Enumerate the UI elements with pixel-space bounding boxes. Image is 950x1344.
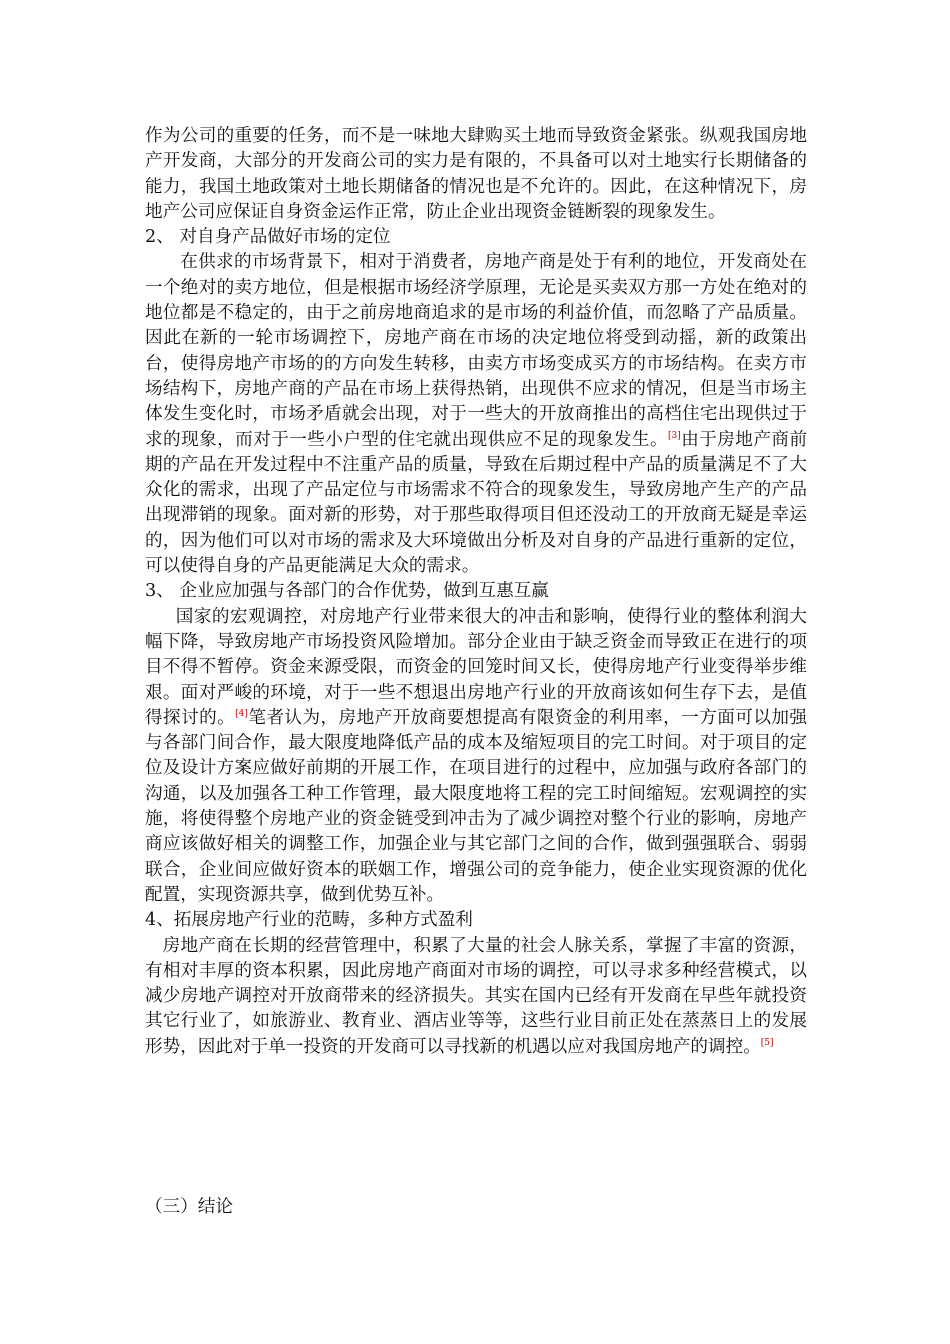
heading-3: 3、 企业应加强与各部门的合作优势，做到互惠互赢 — [145, 581, 549, 602]
paragraph-2 — [145, 250, 807, 579]
paragraph-3 — [145, 605, 807, 909]
paragraph-4-text: 房地产商在长期的经营管理中，积累了大量的社会人脉关系，掌握了丰富的资源，有相对丰厚的资本积累，因此房地产商面对市场的调控，可以寻求多种经营模式，以减少房地产调控对开放商带来的经济损失。其实在国内已经有开发商在早些年就投资其它行业了，如旅游业、教育业、酒店业等等，这些行业目前正处在蒸蒸日上的发展形势，因此对于单一投资的开发商可以寻找新的机遇以应对我国房地产的调控。 — [145, 935, 807, 1057]
paragraph-1: 作为公司的重要的任务，而不是一味地大肆购买土地而导致资金紧张。纵观我国房地产开发商，大部分的开发商公司的实力是有限的，不具备可以对土地实行长期储备的能力，我国土地政策对土地长期储备的情况也是不允许的。因此，在这种情况下，房地产公司应保证自身资金运作正常，防止企业出现资金链断裂的现象发生。 — [145, 126, 807, 222]
paragraph-2-part-a: 在供求的市场背景下，相对于消费者，房地产商是处于有利的地位，开发商处在一个绝对的卖方地位，但是根据市场经济学原理，无论是买卖双方那一方处在绝对的地位都是不稳定的，由于之前房地商追求的是市场的利益价值，而忽略了产品质量。因此在新的一轮市场调控下，房地产商在市场的决定地位将受到动摇，新的政策出台，使得房地产市场的的方向发生转移，由卖方市场变成买方的市场结构。在卖方市场结构下，房地产商的产品在市场上获得热销，出现供不应求的情况，但是当市场主体发生变化时，市场矛盾就会出现，对于一些大的开放商推出的高档住宅出现供过于求的现象，而对于一些小户型的住宅就出现供应不足的现象发生。 — [145, 252, 807, 450]
citation-3[interactable]: [3] — [668, 430, 681, 441]
paragraph-3-part-a: 国家的宏观调控，对房地产行业带来很大的冲击和影响，使得行业的整体利润大幅下降，导致房地产市场投资风险增加。部分企业由于缺乏资金而导致正在进行的项目不得不暂停。资金来源受限，而资金的回笼时间又长，使得房地产行业变得举步维艰。面对严峻的环境，对于一些不想退出房地产行业的开放商该如何生存下去，是值得探讨的。 — [145, 606, 807, 728]
paragraph-3-part-b: 笔者认为，房地产开放商要想提高有限资金的利用率，一方面可以加强与各部门间合作，最大限度地降低产品的成本及缩短项目的完工时间。对于项目的定位及设计方案应做好前期的开展工作，在项目进行的过程中，应加强与政府各部门的沟通，以及加强各工种工作管理，最大限度地将工程的完工时间缩短。宏观调控的实施，将使得整个房地产业的资金链受到冲击为了减少调控对整个行业的影响，房地产商应该做好相关的调整工作，加强企业与其它部门之间的合作，做到强强联合、弱弱联合，企业间应做好资本的联姻工作，增强公司的竞争能力，使企业实现资源的优化配置，实现资源共享，做到优势互补。 — [145, 707, 807, 905]
section-heading-conclusion: （三）结论 — [145, 1197, 233, 1217]
citation-4[interactable]: [4] — [235, 708, 248, 719]
citation-5[interactable]: [5] — [760, 1037, 774, 1048]
paragraph-4 — [145, 934, 807, 1060]
heading-2: 2、 对自身产品做好市场的定位 — [145, 227, 391, 248]
body-text — [145, 124, 807, 1060]
heading-4: 4、拓展房地产行业的范畴，多种方式盈利 — [145, 910, 473, 931]
paragraph-2-part-b: 由于房地产商前期的产品在开发过程中不注重产品的质量，导致在后期过程中产品的质量满足不了大众化的需求，出现了产品定位与市场需求不符合的现象发生，导致房地产生产的产品出现滞销的现象。面对新的形势，对于那些取得项目但还没动工的开放商无疑是幸运的，因为他们可以对市场的需求及大环境做出分析及对自身的产品进行重新的定位，可以使得自身的产品更能满足大众的需求。 — [145, 429, 807, 577]
